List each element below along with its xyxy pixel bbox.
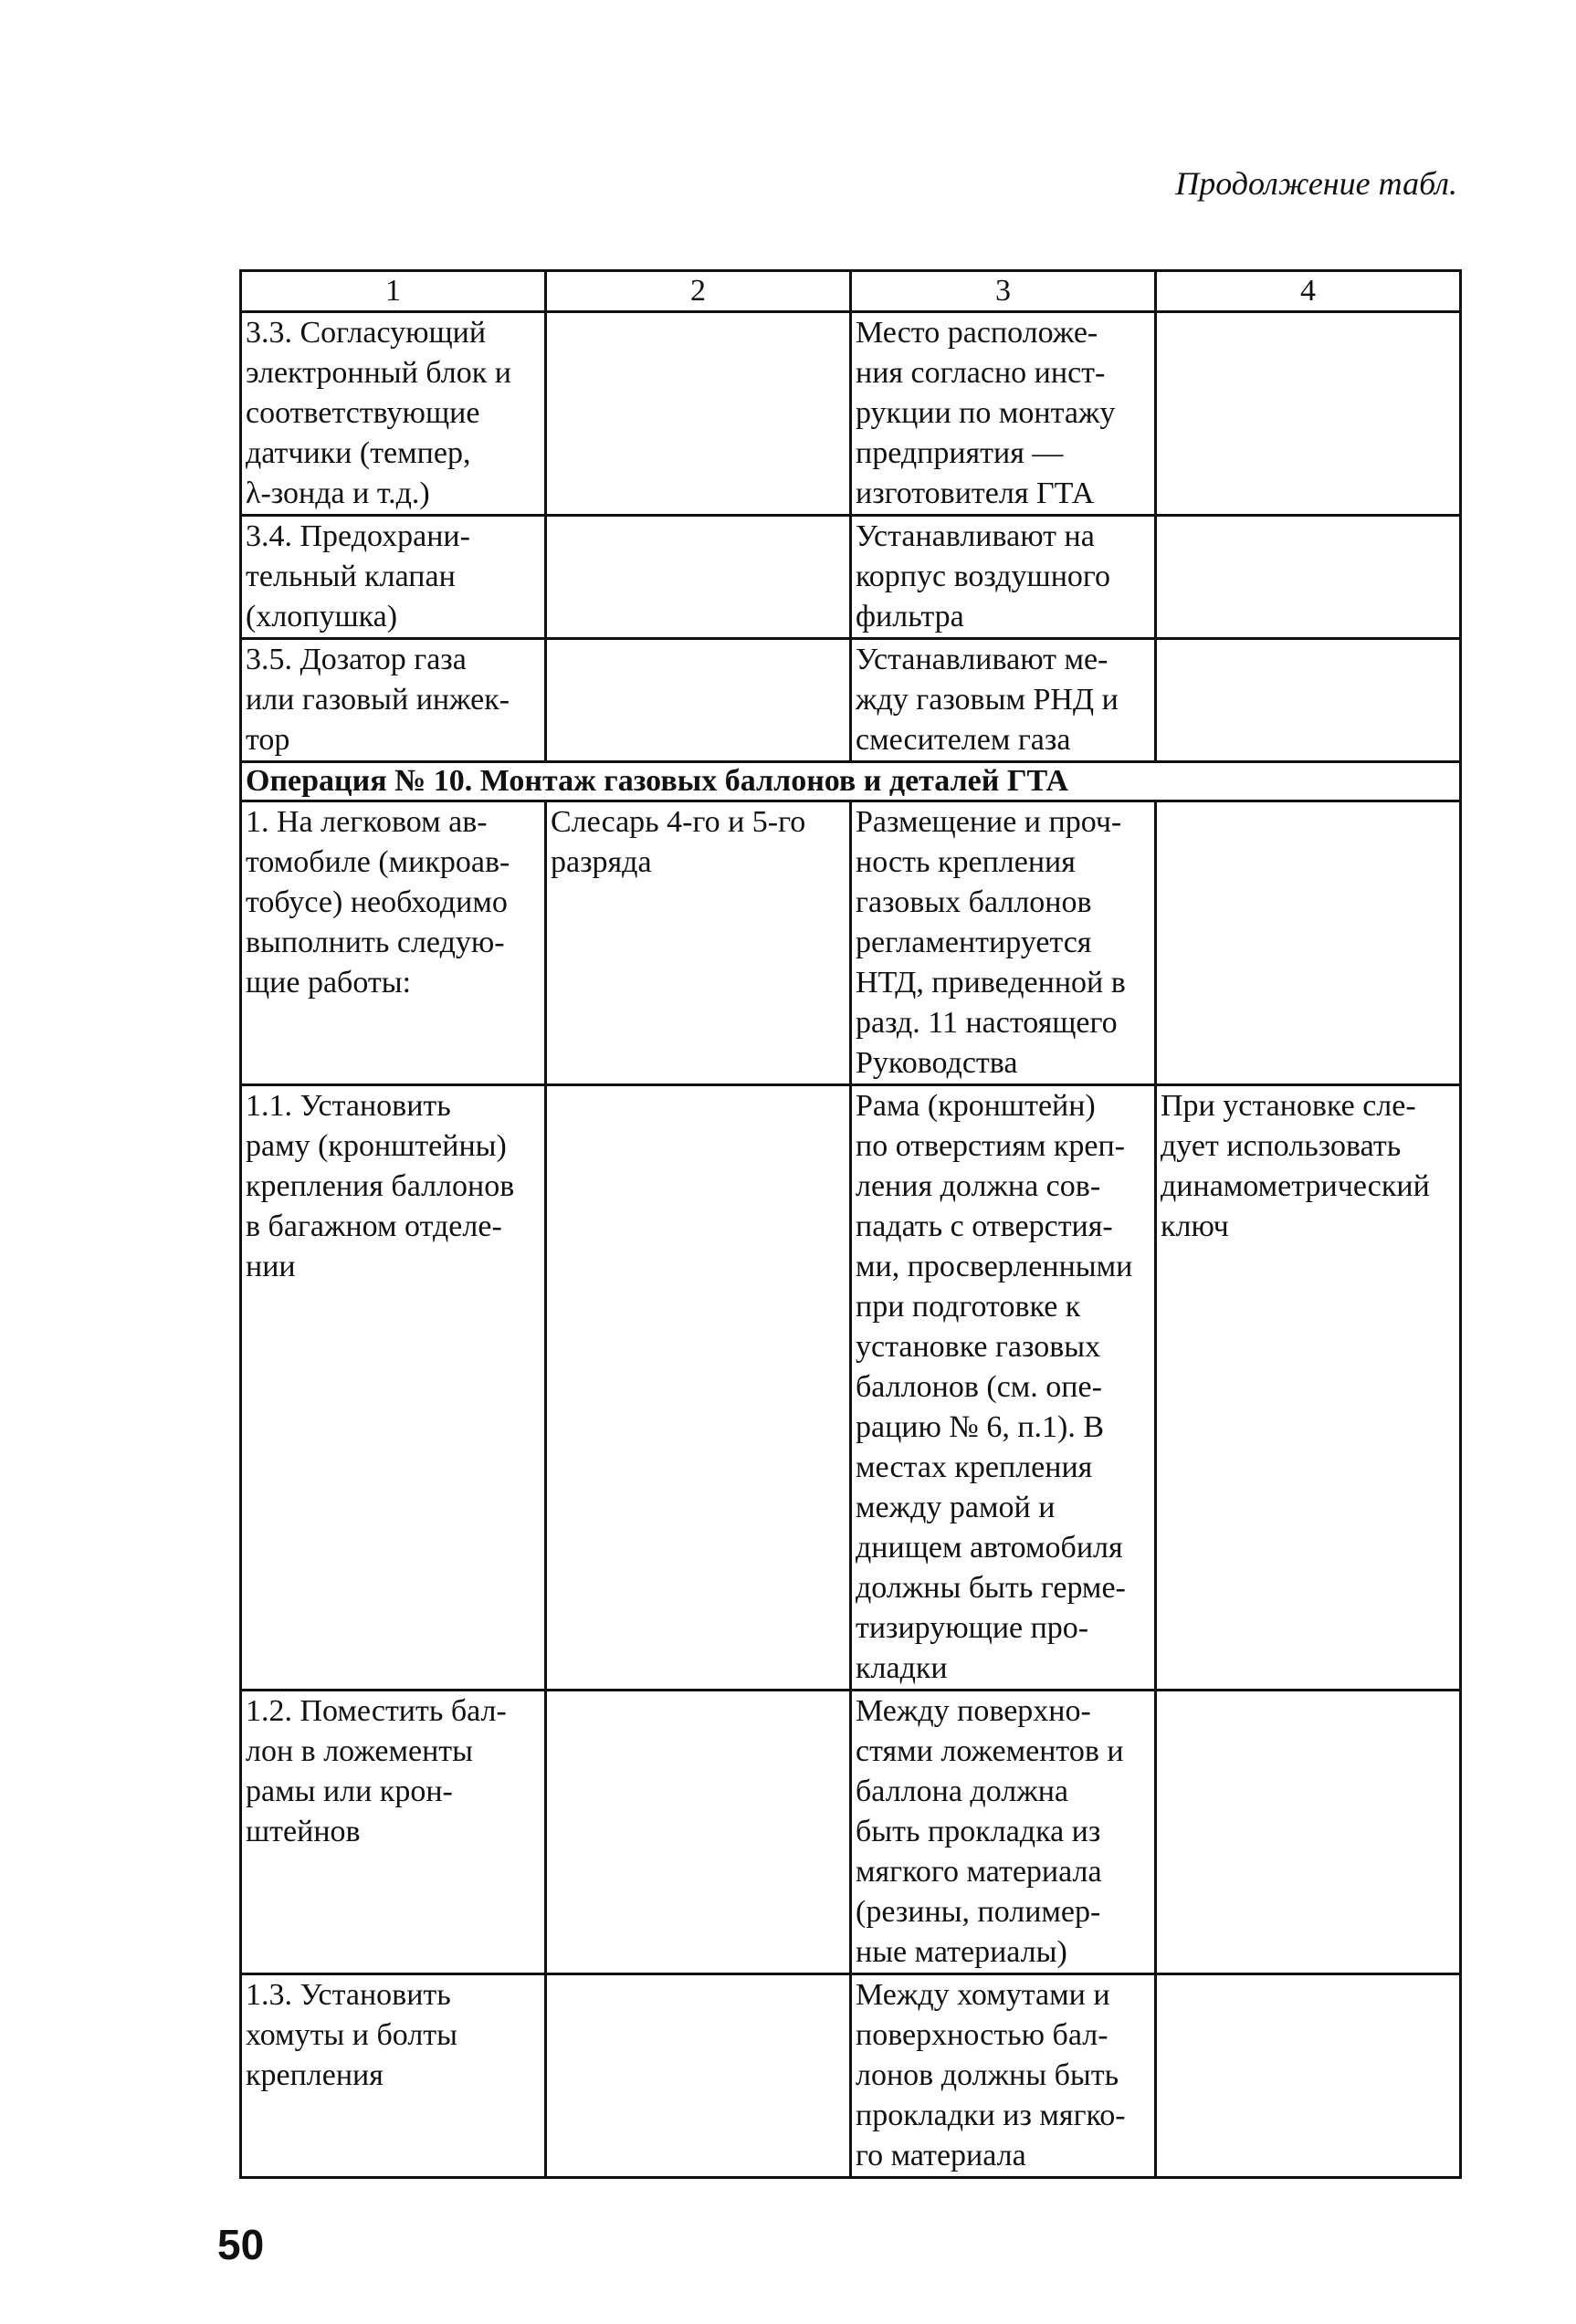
page-number: 50 — [217, 2221, 265, 2268]
section-title: Операция № 10. Монтаж газовых баллонов и деталей ГТА — [241, 762, 1461, 801]
column-header: 2 — [546, 271, 851, 312]
requirements-cell: Устанавливают ме- жду газовым РНД и смесителем газа — [851, 639, 1156, 762]
operations-table — [239, 269, 1462, 2179]
requirements-cell: Место расположе- ния согласно инст- рукции по монтажу предприятия — изготовителя ГТА — [851, 312, 1156, 516]
requirements-cell: Устанавливают на корпус воздушного фильтра — [851, 516, 1156, 639]
operation-cell: 1.1. Установить раму (кронштейны) крепления баллонов в багажном отделе- нии — [241, 1085, 546, 1691]
performer-cell — [546, 639, 851, 762]
operation-cell: 3.3. Согласующий электронный блок и соответствующие датчики (темпер, λ-зонда и т.д.) — [241, 312, 546, 516]
performer-cell — [546, 1085, 851, 1691]
requirements-cell: Между хомутами и поверхностью бал- лонов должны быть прокладки из мягко- го материала — [851, 1974, 1156, 2178]
table-row — [241, 801, 1461, 1085]
operation-cell: 1.3. Установить хомуты и болты крепления — [241, 1974, 546, 2178]
performer-cell — [546, 1974, 851, 2178]
performer-cell — [546, 1691, 851, 1974]
column-header: 1 — [241, 271, 546, 312]
notes-cell — [1156, 639, 1461, 762]
notes-cell: При установке сле- дует использовать динамометрический ключ — [1156, 1085, 1461, 1691]
performer-cell — [546, 312, 851, 516]
table-row — [241, 639, 1461, 762]
operation-cell: 1. На легковом ав- томобиле (микроав- тобусе) необходимо выполнить следую- щие работы: — [241, 801, 546, 1085]
operation-cell: 3.5. Дозатор газа или газовый инжек- тор — [241, 639, 546, 762]
section-header-row — [241, 762, 1461, 801]
column-number-row — [241, 271, 1461, 312]
table-row — [241, 1974, 1461, 2178]
notes-cell — [1156, 1691, 1461, 1974]
requirements-cell: Между поверхно- стями ложементов и баллона должна быть прокладка из мягкого материала (резины, полимер- ные материалы) — [851, 1691, 1156, 1974]
requirements-cell: Размещение и проч- ность крепления газовых баллонов регламентируется НТД, приведенной в разд. 11 настоящего Руководства — [851, 801, 1156, 1085]
table-row — [241, 312, 1461, 516]
notes-cell — [1156, 312, 1461, 516]
notes-cell — [1156, 1974, 1461, 2178]
notes-cell — [1156, 801, 1461, 1085]
table-continuation-caption: Продолжение табл. — [1175, 165, 1457, 202]
operation-cell: 1.2. Поместить бал- лон в ложементы рамы или крон- штейнов — [241, 1691, 546, 1974]
requirements-cell: Рама (кронштейн) по отверстиям креп- ления должна сов- падать с отверстия- ми, просверленными при подготовке к установке газовых баллонов (см. опе- рацию № 6, п.1). В местах крепления между рамой и днищем автомобиля должны быть герме- тизирующие про- кладки — [851, 1085, 1156, 1691]
column-header: 3 — [851, 271, 1156, 312]
notes-cell — [1156, 516, 1461, 639]
table-row — [241, 1085, 1461, 1691]
table-row — [241, 516, 1461, 639]
performer-cell — [546, 516, 851, 639]
operation-cell: 3.4. Предохрани- тельный клапан (хлопушка) — [241, 516, 546, 639]
table-row — [241, 1691, 1461, 1974]
performer-cell: Слесарь 4-го и 5-го разряда — [546, 801, 851, 1085]
column-header: 4 — [1156, 271, 1461, 312]
